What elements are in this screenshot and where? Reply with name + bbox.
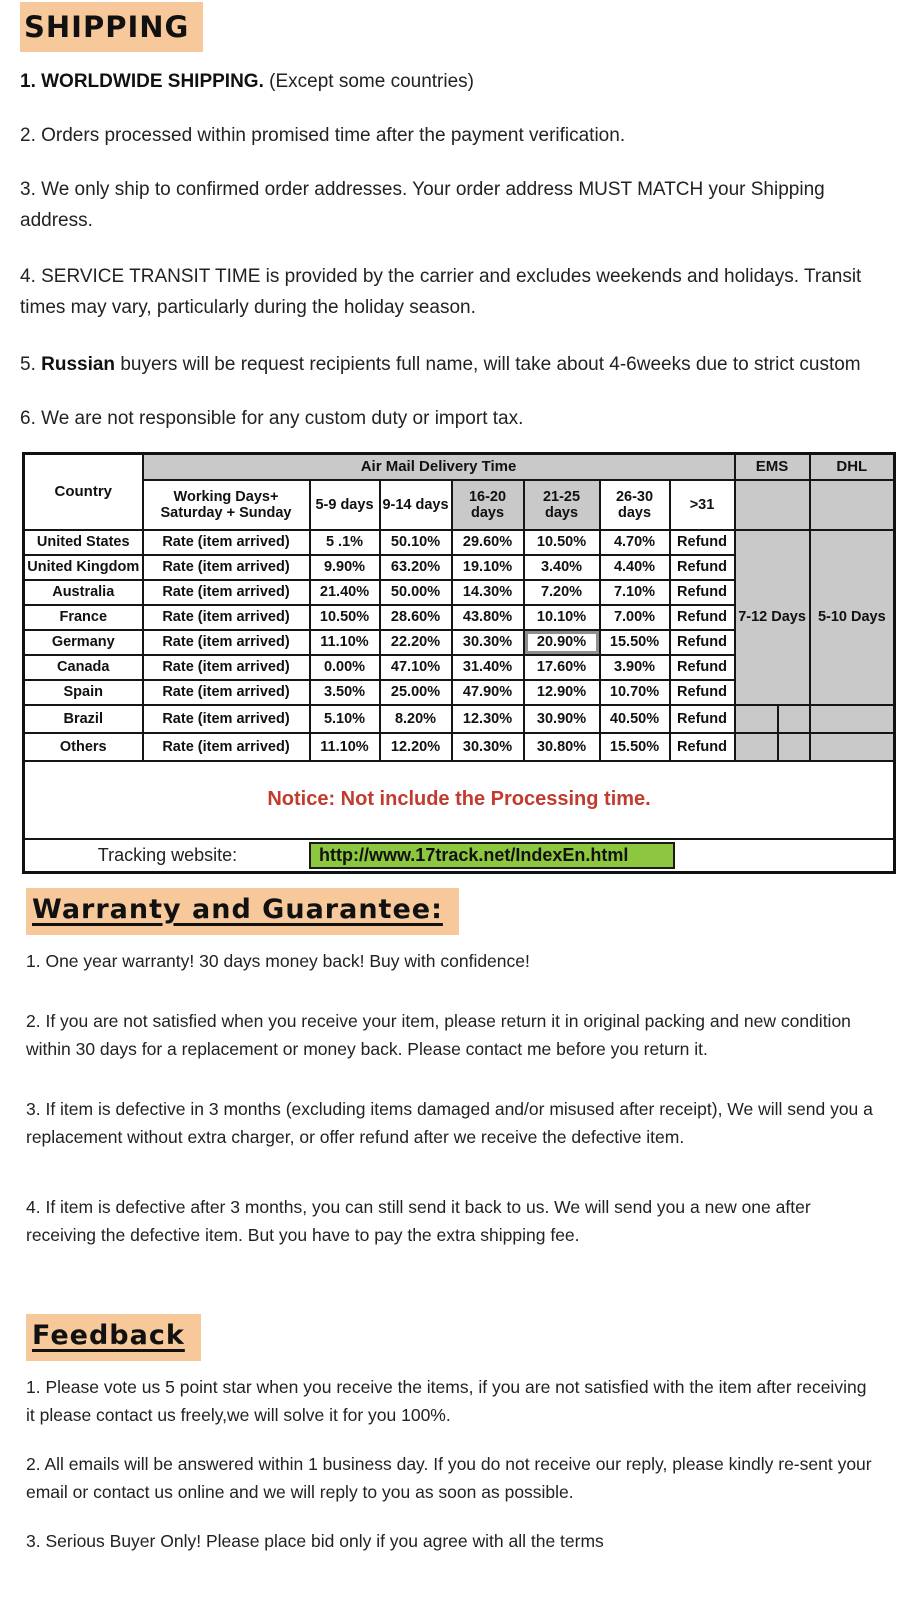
rate-value-cell: 17.60% — [524, 655, 600, 680]
shipping-item-5 — [20, 349, 888, 380]
rate-value-cell: 15.50% — [600, 630, 670, 655]
working-days-header: Working Days+ Saturday + Sunday — [143, 480, 310, 530]
rate-value-cell-selected: 20.90% — [524, 630, 600, 655]
warranty-title: Warranty and Guarantee: — [32, 894, 443, 925]
notice-text: Notice: Not include the Processing time. — [267, 788, 651, 810]
table-row — [24, 530, 895, 555]
rate-value-cell: 28.60% — [380, 605, 452, 630]
range-header: 26-30 days — [600, 480, 670, 530]
rate-value-cell: 22.20% — [380, 630, 452, 655]
country-cell: France — [24, 605, 143, 630]
refund-cell: Refund — [670, 655, 735, 680]
rate-value-cell: 30.30% — [452, 630, 524, 655]
table-header-row-2 — [24, 480, 895, 530]
country-cell: Canada — [24, 655, 143, 680]
feedback-item-3: 3. Serious Buyer Only! Please place bid only if you agree with all the terms — [26, 1531, 604, 1551]
rate-label-cell: Rate (item arrived) — [143, 630, 310, 655]
rate-value-cell: 14.30% — [452, 580, 524, 605]
rate-value-cell: 25.00% — [380, 680, 452, 705]
rate-label-cell: Rate (item arrived) — [143, 530, 310, 555]
dhl-header-spacer — [810, 480, 895, 530]
rate-label-cell: Rate (item arrived) — [143, 705, 310, 733]
shipping-item-4: 4. SERVICE TRANSIT TIME is provided by the carrier and excludes weekends and holidays. Transit times may vary, particularly during the holiday season. — [20, 266, 862, 318]
ems-header: EMS — [735, 454, 810, 480]
rate-value-cell: 11.10% — [310, 630, 380, 655]
refund-cell: Refund — [670, 733, 735, 761]
feedback-heading-box — [26, 1314, 201, 1361]
rate-label-cell: Rate (item arrived) — [143, 733, 310, 761]
country-cell: United States — [24, 530, 143, 555]
refund-cell: Refund — [670, 530, 735, 555]
refund-cell: Refund — [670, 680, 735, 705]
rate-value-cell: 12.30% — [452, 705, 524, 733]
warranty-item-1: 1. One year warranty! 30 days money back! Buy with confidence! — [26, 951, 530, 971]
rate-value-cell: 10.50% — [310, 605, 380, 630]
rate-value-cell: 9.90% — [310, 555, 380, 580]
country-cell: Brazil — [24, 705, 143, 733]
rate-value-cell: 63.20% — [380, 555, 452, 580]
warranty-item-3: 3. If item is defective in 3 months (excluding items damaged and/or misused after receipt), We will send you a replacement without extra charger, or offer refund after we receive the defective item. — [26, 1099, 873, 1147]
rate-value-cell: 50.00% — [380, 580, 452, 605]
rate-value-cell: 7.10% — [600, 580, 670, 605]
rate-label-cell: Rate (item arrived) — [143, 580, 310, 605]
refund-cell: Refund — [670, 605, 735, 630]
range-header: 16-20 days — [452, 480, 524, 530]
tracking-url-link[interactable]: http://www.17track.net/IndexEn.html — [309, 842, 675, 869]
dhl-empty-cell — [810, 733, 895, 761]
table-header-row-1 — [24, 454, 895, 480]
feedback-item-2: 2. All emails will be answered within 1 business day. If you do not receive our reply, please kindly re-sent your email or contact us online and we will reply to you as soon as possible. — [26, 1454, 872, 1502]
rate-value-cell: 30.30% — [452, 733, 524, 761]
rate-value-cell: 15.50% — [600, 733, 670, 761]
ems-empty-cell — [735, 733, 778, 761]
notice-cell — [24, 761, 895, 839]
rate-value-cell: 29.60% — [452, 530, 524, 555]
notice-row — [24, 761, 895, 839]
ems-empty-cell — [778, 733, 810, 761]
shipping-title: SHIPPING — [24, 10, 190, 44]
range-header: 21-25 days — [524, 480, 600, 530]
shipping-item-2: 2. Orders processed within promised time after the payment verification. — [20, 125, 626, 146]
rate-value-cell: 3.90% — [600, 655, 670, 680]
table-row — [24, 705, 895, 733]
rate-value-cell: 3.40% — [524, 555, 600, 580]
range-header: >31 — [670, 480, 735, 530]
rate-value-cell: 50.10% — [380, 530, 452, 555]
range-header: 5-9 days — [310, 480, 380, 530]
rate-value-cell: 4.40% — [600, 555, 670, 580]
rate-value-cell: 19.10% — [452, 555, 524, 580]
country-cell: United Kingdom — [24, 555, 143, 580]
shipping-item-5-rest: buyers will be request recipients full name, will take about 4-6weeks due to strict custom — [115, 354, 861, 375]
rate-value-cell: 8.20% — [380, 705, 452, 733]
air-mail-header: Air Mail Delivery Time — [143, 454, 735, 480]
tracking-cell — [24, 839, 895, 873]
rate-value-cell: 21.40% — [310, 580, 380, 605]
rate-value-cell: 4.70% — [600, 530, 670, 555]
country-header: Country — [24, 454, 143, 530]
country-cell: Germany — [24, 630, 143, 655]
rate-value-cell: 3.50% — [310, 680, 380, 705]
shipping-item-5-bold: Russian — [41, 354, 116, 375]
rate-value-cell: 11.10% — [310, 733, 380, 761]
ems-empty-cell — [735, 705, 778, 733]
rate-label-cell: Rate (item arrived) — [143, 605, 310, 630]
dhl-days-cell: 5-10 Days — [810, 530, 895, 705]
refund-cell: Refund — [670, 555, 735, 580]
rate-value-cell: 40.50% — [600, 705, 670, 733]
rate-value-cell: 5.10% — [310, 705, 380, 733]
ems-empty-cell — [778, 705, 810, 733]
range-header: 9-14 days — [380, 480, 452, 530]
country-cell: Spain — [24, 680, 143, 705]
rate-value-cell: 43.80% — [452, 605, 524, 630]
shipping-heading-box — [20, 2, 203, 52]
rate-value-cell: 30.90% — [524, 705, 600, 733]
shipping-item-1 — [20, 66, 888, 97]
rate-value-cell: 12.90% — [524, 680, 600, 705]
country-cell: Others — [24, 733, 143, 761]
country-cell: Australia — [24, 580, 143, 605]
rate-value-cell: 10.10% — [524, 605, 600, 630]
shipping-item-5-pre: 5. — [20, 354, 42, 375]
rate-value-cell: 47.90% — [452, 680, 524, 705]
rate-value-cell: 7.00% — [600, 605, 670, 630]
shipping-item-3: 3. We only ship to confirmed order addresses. Your order address MUST MATCH your Shipping address. — [20, 179, 825, 231]
warranty-item-4: 4. If item is defective after 3 months, you can still send it back to us. We will send you a new one after receiving the defective item. But you have to pay the extra shipping fee. — [26, 1197, 811, 1245]
rate-value-cell: 0.00% — [310, 655, 380, 680]
rate-value-cell: 47.10% — [380, 655, 452, 680]
refund-cell: Refund — [670, 705, 735, 733]
table-row — [24, 733, 895, 761]
rate-value-cell: 10.50% — [524, 530, 600, 555]
rate-value-cell: 5 .1% — [310, 530, 380, 555]
rate-label-cell: Rate (item arrived) — [143, 680, 310, 705]
refund-cell: Refund — [670, 630, 735, 655]
dhl-header: DHL — [810, 454, 895, 480]
rate-value-cell: 30.80% — [524, 733, 600, 761]
delivery-time-table — [22, 452, 896, 874]
rate-label-cell: Rate (item arrived) — [143, 555, 310, 580]
warranty-heading-box — [26, 888, 459, 935]
dhl-empty-cell — [810, 705, 895, 733]
rate-value-cell: 10.70% — [600, 680, 670, 705]
shipping-item-1-rest: (Except some countries) — [263, 71, 474, 92]
feedback-title: Feedback — [32, 1320, 185, 1351]
shipping-item-1-bold: 1. WORLDWIDE SHIPPING. — [20, 71, 264, 92]
tracking-website-label: Tracking website: — [97, 844, 238, 865]
ems-days-cell: 7-12 Days — [735, 530, 810, 705]
rate-label-cell: Rate (item arrived) — [143, 655, 310, 680]
rate-value-cell: 12.20% — [380, 733, 452, 761]
rate-value-cell: 7.20% — [524, 580, 600, 605]
refund-cell: Refund — [670, 580, 735, 605]
warranty-item-2: 2. If you are not satisfied when you receive your item, please return it in original packing and new condition within 30 days for a replacement or money back. Please contact me before you return it. — [26, 1011, 851, 1059]
rate-value-cell: 31.40% — [452, 655, 524, 680]
tracking-row — [24, 839, 895, 873]
feedback-item-1: 1. Please vote us 5 point star when you receive the items, if you are not satisfied with the item after receiving it please contact us freely,we will solve it for you 100%. — [26, 1377, 867, 1425]
shipping-item-6: 6. We are not responsible for any custom duty or import tax. — [20, 408, 524, 429]
ems-header-spacer — [735, 480, 810, 530]
